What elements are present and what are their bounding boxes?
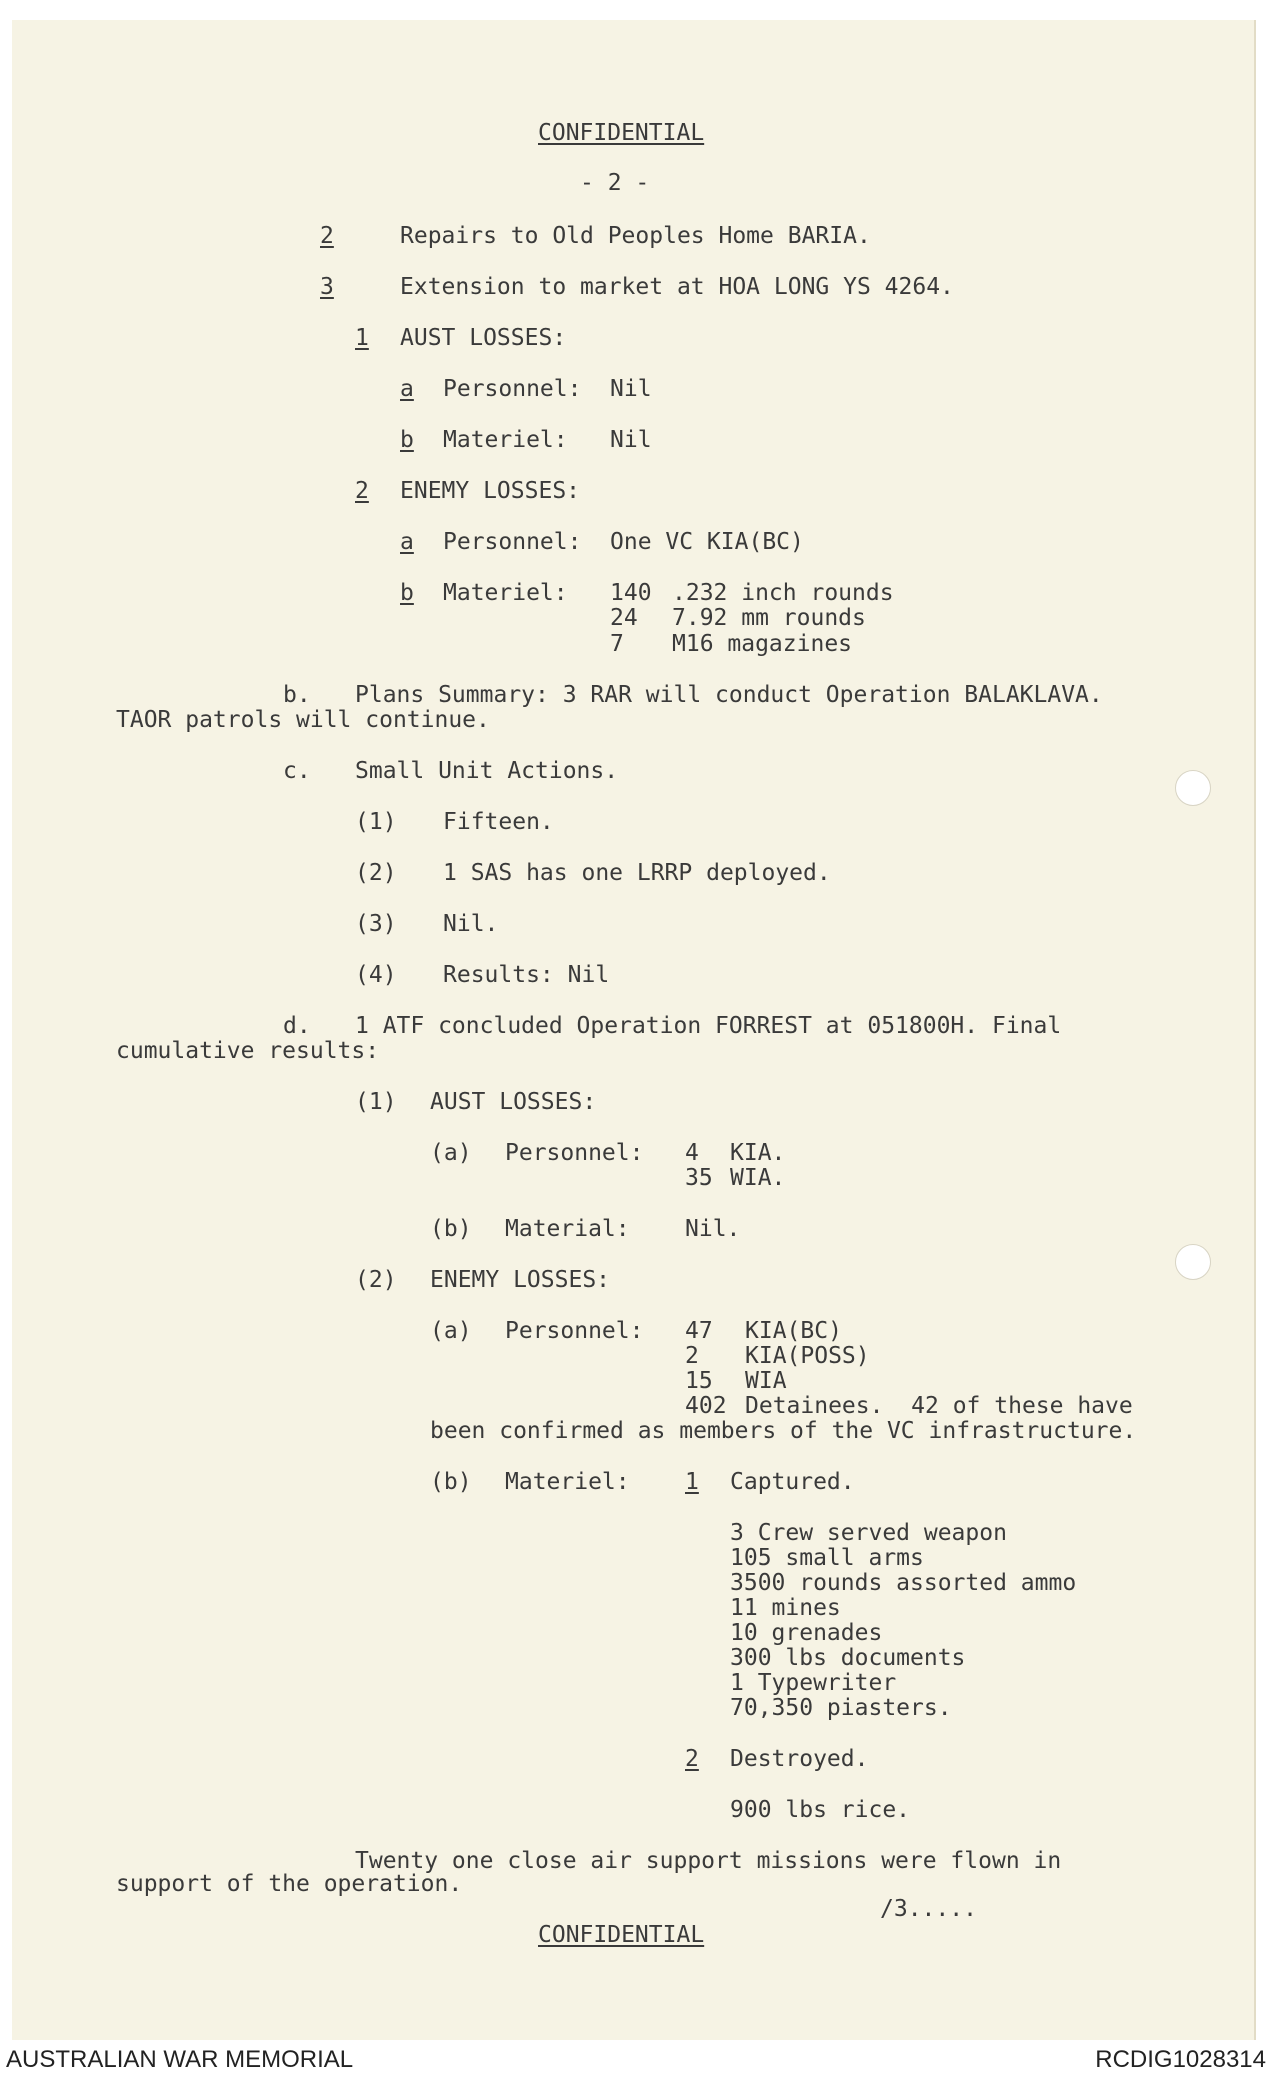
aust-losses-title: AUST LOSSES: (400, 325, 567, 351)
archive-reference: RCDIG1028314 (1095, 2046, 1266, 2073)
plans-letter: b. (283, 682, 311, 708)
enemy-materiel-letter: b (400, 580, 414, 606)
forrest-aust-title: AUST LOSSES: (430, 1089, 597, 1115)
small-unit-item-number: (4) (355, 962, 397, 988)
destroyed-number: 2 (685, 1746, 699, 1772)
forrest-aust-personnel-letter: (a) (430, 1140, 472, 1166)
captured-title: Captured. (730, 1469, 855, 1495)
forrest-enemy-number: (2) (355, 1267, 397, 1293)
institution-label: AUSTRALIAN WAR MEMORIAL (6, 2046, 354, 2073)
captured-item: 10 grenades (730, 1620, 883, 1646)
destroyed-title: Destroyed. (730, 1746, 869, 1772)
project-number: 3 (320, 274, 334, 300)
small-unit-item-number: (1) (355, 809, 397, 835)
aust-losses-number: 1 (355, 325, 369, 351)
forrest-enemy-desc: WIA (745, 1368, 787, 1394)
air-support-text-continued: support of the operation. (116, 1871, 463, 1897)
captured-item: 11 mines (730, 1595, 841, 1621)
enemy-personnel-label: Personnel: (443, 529, 582, 555)
forrest-enemy-title: ENEMY LOSSES: (430, 1267, 611, 1293)
plans-summary: Plans Summary: 3 RAR will conduct Operation BALAKLAVA. (355, 682, 1103, 708)
enemy-materiel-desc: M16 magazines (672, 631, 853, 657)
enemy-materiel-desc: 7.92 mm rounds (672, 605, 866, 631)
project-text: Extension to market at HOA LONG YS 4264. (400, 274, 954, 300)
small-unit-item-number: (3) (355, 911, 397, 937)
punch-hole-upper (1175, 770, 1211, 806)
captured-item: 3500 rounds assorted ammo (730, 1570, 1077, 1596)
captured-item: 3 Crew served weapon (730, 1520, 1007, 1546)
small-unit-item-text: 1 SAS has one LRRP deployed. (443, 860, 831, 886)
forrest-aust-qty: 35 (685, 1165, 713, 1191)
air-support-text: Twenty one close air support missions were flown in (355, 1848, 1062, 1874)
forrest-aust-qty: 4 (685, 1140, 699, 1166)
classification-footer: CONFIDENTIAL (538, 1922, 705, 1948)
captured-item: 105 small arms (730, 1545, 924, 1571)
forrest-enemy-personnel-label: Personnel: (505, 1318, 644, 1344)
forrest-aust-material-label: Material: (505, 1216, 630, 1242)
enemy-materiel-qty: 24 (610, 605, 638, 631)
captured-number: 1 (685, 1469, 699, 1495)
forrest-enemy-desc: KIA(BC) (745, 1318, 842, 1344)
forrest-enemy-qty: 402 (685, 1393, 727, 1419)
captured-item: 1 Typewriter (730, 1670, 897, 1696)
captured-item: 70,350 piasters. (730, 1695, 952, 1721)
aust-materiel-letter: b (400, 427, 414, 453)
forrest-enemy-desc: Detainees. 42 of these have (745, 1393, 1133, 1419)
forrest-aust-number: (1) (355, 1089, 397, 1115)
enemy-personnel-value: One VC KIA(BC) (610, 529, 804, 555)
forrest-aust-material-letter: (b) (430, 1216, 472, 1242)
page-marker: - 2 - (580, 170, 650, 196)
aust-personnel-label: Personnel: (443, 376, 582, 402)
enemy-materiel-desc: .232 inch rounds (672, 580, 894, 606)
continuation-marker: /3..... (880, 1896, 977, 1922)
captured-item: 300 lbs documents (730, 1645, 966, 1671)
destroyed-item: 900 lbs rice. (730, 1797, 911, 1823)
forrest-enemy-materiel-letter: (b) (430, 1469, 472, 1495)
enemy-personnel-letter: a (400, 529, 414, 555)
punch-hole-lower (1175, 1244, 1211, 1280)
enemy-losses-title: ENEMY LOSSES: (400, 478, 581, 504)
forrest-enemy-personnel-letter: (a) (430, 1318, 472, 1344)
forrest-summary: 1 ATF concluded Operation FORREST at 051800H. Final (355, 1013, 1062, 1039)
aust-materiel-value: Nil (610, 427, 652, 453)
forrest-aust-material-value: Nil. (685, 1216, 741, 1242)
enemy-materiel-qty: 7 (610, 631, 624, 657)
small-unit-title: Small Unit Actions. (355, 758, 619, 784)
small-unit-item-number: (2) (355, 860, 397, 886)
forrest-letter: d. (283, 1013, 311, 1039)
enemy-losses-number: 2 (355, 478, 369, 504)
enemy-materiel-qty: 140 (610, 580, 652, 606)
project-text: Repairs to Old Peoples Home BARIA. (400, 223, 871, 249)
plans-summary-continued: TAOR patrols will continue. (116, 707, 490, 733)
forrest-aust-desc: WIA. (730, 1165, 786, 1191)
forrest-enemy-qty: 47 (685, 1318, 713, 1344)
forrest-enemy-qty: 2 (685, 1343, 699, 1369)
aust-materiel-label: Materiel: (443, 427, 568, 453)
forrest-enemy-materiel-label: Materiel: (505, 1469, 630, 1495)
small-unit-letter: c. (283, 758, 311, 784)
project-number: 2 (320, 223, 334, 249)
aust-personnel-letter: a (400, 376, 414, 402)
small-unit-item-text: Nil. (443, 911, 499, 937)
classification-header: CONFIDENTIAL (538, 120, 705, 146)
forrest-aust-desc: KIA. (730, 1140, 786, 1166)
forrest-enemy-desc: KIA(POSS) (745, 1343, 870, 1369)
small-unit-item-text: Results: Nil (443, 962, 610, 988)
enemy-materiel-label: Materiel: (443, 580, 568, 606)
aust-personnel-value: Nil (610, 376, 652, 402)
small-unit-item-text: Fifteen. (443, 809, 554, 835)
forrest-enemy-continuation: been confirmed as members of the VC infrastructure. (430, 1418, 1137, 1444)
forrest-aust-personnel-label: Personnel: (505, 1140, 644, 1166)
forrest-enemy-qty: 15 (685, 1368, 713, 1394)
forrest-summary-continued: cumulative results: (116, 1038, 380, 1064)
